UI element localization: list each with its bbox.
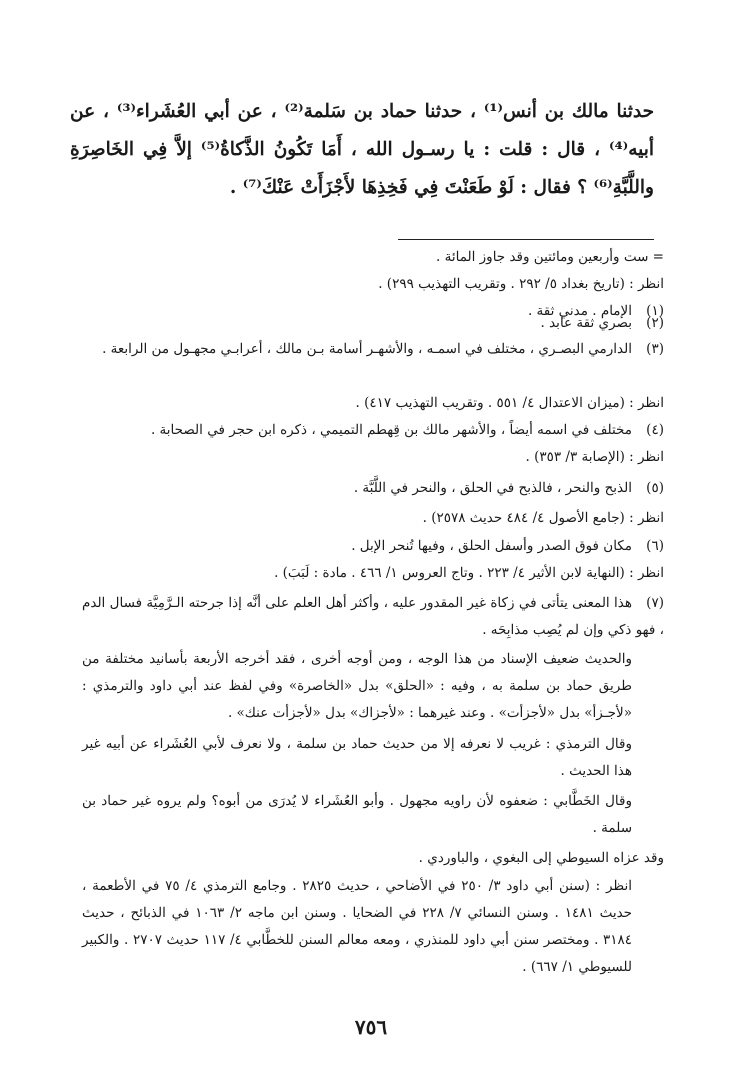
footnote-separator: [398, 239, 654, 240]
footnote-number: (٤): [646, 422, 664, 438]
footnote-4: [82, 417, 664, 444]
hadith-text: حدثنا مالك بن أنس⁽¹⁾ ، حدثنا حماد بن سَلمة⁽²⁾ ، عن أبي العُشَراء⁽³⁾ ، عن أبيه⁽⁴⁾ ، قال : قلت : يا رسـول الله ، أَمَا تَكُونُ الذَّكاةُ⁽⁵⁾ إلاَّ فِي الخَاصِرَةِ واللَّبَّةِ⁽⁶⁾ ؟ فقال : لَوْ طَعَنْتَ فِي فَخِذِهَا لأَجْزَأَتْ عَنْكَ⁽⁷⁾ .: [70, 101, 655, 198]
footnote-text: الإمام . مدني ثقة .: [527, 303, 632, 319]
footnote-5: [82, 475, 664, 502]
footnote-4-ref: انظر : (الإصابة ٣/ ٣٥٣) .: [525, 449, 664, 465]
footnote-text: بصري ثقة عابد .: [540, 315, 632, 331]
footnote-3-ref: انظر : (ميزان الاعتدال ٤/ ٥٥١ . وتقريب التهذيب ٤١٧) .: [355, 395, 664, 411]
footnote-7-paragraph: وقال الترمذي : غريب لا نعرفه إلا من حديث حماد بن سلمة ، ولا نعرف لأبي العُشَراء عن أبيه غير هذا الحديث .: [82, 736, 632, 779]
footnote-text: مختلف في اسمه أيضاً ، والأشهر مالك بن قِهطم التميمي ، ذكره ابن حجر في الصحابة .: [150, 422, 632, 438]
page-number: ٧٥٦: [354, 1015, 388, 1039]
footnote-continuation-ref: انظر : (تاريخ بغداد ٥/ ٢٩٢ . وتقريب التهذيب ٢٩٩) .: [378, 276, 664, 292]
footnote-7-paragraph: وقد عزاه السيوطي إلى البغوي ، والباوردي .: [418, 850, 664, 866]
footnote-number: (٣): [646, 341, 664, 357]
footnote-3: [82, 336, 664, 363]
footnote-number: (٦): [646, 538, 664, 554]
footnote-number: (٢): [646, 315, 664, 331]
footnote-number: (٧): [646, 595, 664, 611]
footnote-7-paragraph: وقال الخَطَّابي : ضعفوه لأن راويه مجهول . وأبو العُشَراء لا يُدرَى من أبوه؟ ولم يروه غير حماد بن سلمة .: [82, 793, 632, 836]
footnote-7: [82, 590, 664, 644]
footnote-number: (١): [646, 303, 664, 319]
footnote-text: الدارمي البصـري ، مختلف في اسمـه ، والأشهـر أسامة بـن مالك ، أعرابـي مجهـول من الرابعة .: [102, 341, 632, 357]
footnote-7-paragraph: والحديث ضعيف الإسناد من هذا الوجه ، ومن أوجه أخرى ، فقد أخرجه الأربعة بأسانيد مختلفة من طريق حماد بن سلمة به ، وفيه : «الحلق» بدل «الخاصرة» وفي لفظ عند أبي داود والترمذي : «لأجـزأ» بدل «لأجزأت» . وعند غيرهما : «لأجزاك» بدل «لأجزأت عنك» .: [82, 651, 632, 721]
footnote-text: مكان فوق الصدر وأسفل الحلق ، وفيها تُنحر الإبل .: [351, 538, 632, 554]
footnote-6: [82, 533, 664, 560]
footnote-number: (٥): [646, 480, 664, 496]
footnote-continuation: = ست وأربعين ومائتين وقد جاوز المائة .: [436, 249, 664, 265]
footnote-text: الذبح والنحر ، فالذبح في الحلق ، والنحر في اللَّبَّة .: [353, 480, 632, 496]
footnote-6-ref: انظر : (النهاية لابن الأثير ٤/ ٢٢٣ . وتاج العروس ١/ ٤٦٦ . مادة : لَبَبَ) .: [274, 565, 664, 581]
footnote-2: [82, 310, 664, 337]
footnote-5-ref: انظر : (جامع الأصول ٤/ ٤٨٤ حديث ٢٥٧٨) .: [422, 510, 664, 526]
footnote-7-sources: انظر : (سنن أبي داود ٣/ ٢٥٠ في الأضاحي ، حديث ٢٨٢٥ . وجامع الترمذي ٤/ ٧٥ في الأطعمة ، حديث ١٤٨١ . وسنن النسائي ٧/ ٢٢٨ في الضحايا . وسنن ابن ماجه ٢/ ١٠٦٣ في الذبائح ، حديث ٣١٨٤ . ومختصر سنن أبي داود للمنذري ، ومعه معالم السنن للخطَّابي ٤/ ١١٧ حديث ٢٧٠٧ . والكبير للسيوطي ١/ ٦٦٧) .: [82, 878, 633, 975]
footnote-text: هذا المعنى يتأتى في زكاة غير المقدور عليه ، وأكثر أهل العلم على أنَّه إذا جرحته الـرَّمِيَّة فسال الدم ، فهو ذكي وإن لم يُصِب مذابِحَه .: [82, 595, 664, 638]
